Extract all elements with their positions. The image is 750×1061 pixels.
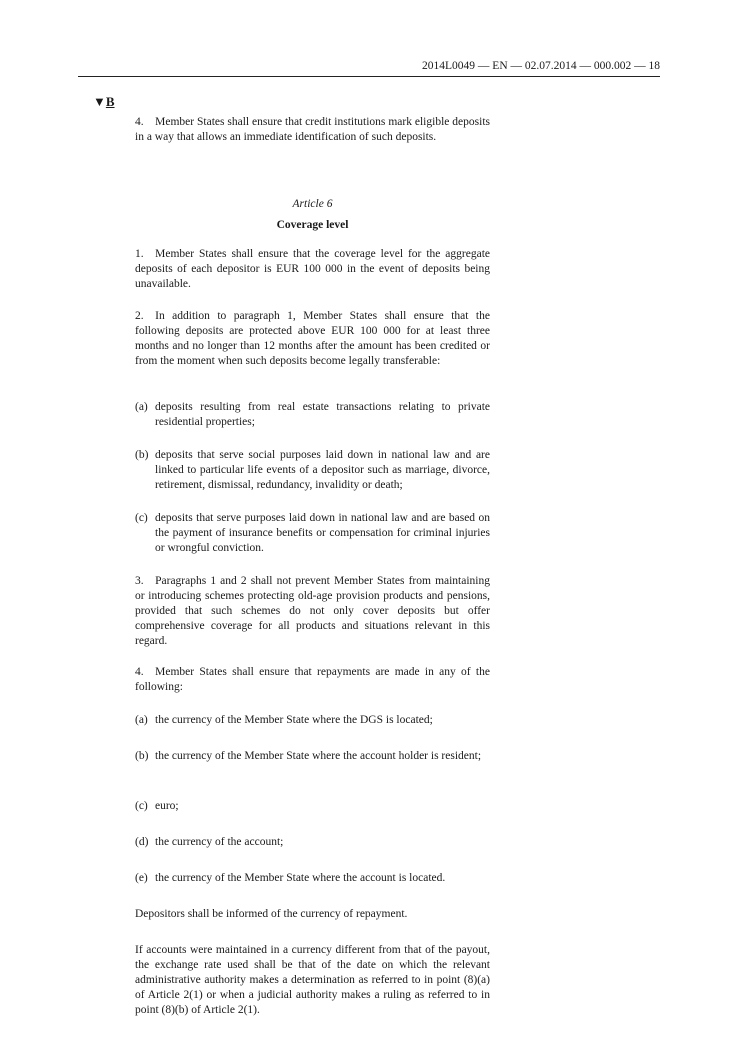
list-item bbox=[135, 448, 490, 493]
list-item-text: the currency of the Member State where the DGS is located; bbox=[155, 714, 433, 726]
marker-label: B bbox=[105, 94, 115, 109]
repayment-currency-notice: Depositors shall be informed of the currency of repayment. bbox=[135, 908, 408, 920]
list-item-text: euro; bbox=[155, 800, 179, 812]
list-item bbox=[135, 511, 490, 556]
list-item-text: the currency of the Member State where the account is located. bbox=[155, 872, 446, 884]
paragraph-4: 4. Member States shall ensure that repayments are made in any of the following: bbox=[135, 666, 490, 693]
list-item-label: (c) bbox=[135, 800, 148, 812]
list-item-text: deposits that serve social purposes laid down in national law and are linked to particular life events of a depositor such as marriage, divorce, retirement, dismissal, redundancy, invalidity or death; bbox=[155, 449, 490, 491]
list-item-text: deposits that serve purposes laid down in national law and are based on the payment of insurance benefits or compensation for criminal injuries or wrongful conviction. bbox=[155, 512, 490, 554]
reference-text: 2014L0049 — EN — 02.07.2014 — 000.002 — 18 bbox=[422, 60, 660, 72]
list-item-label: (a) bbox=[135, 401, 148, 413]
paragraph-3: 3. Paragraphs 1 and 2 shall not prevent Member States from maintaining or introducing schemes protecting old-age provision products and pensions, provided that such schemes do not only cover deposits but offer comprehensive coverage for all products and situations relevant in this regard. bbox=[135, 575, 490, 647]
list-item bbox=[135, 799, 490, 814]
list-item-label: (c) bbox=[135, 512, 148, 524]
list-item-label: (d) bbox=[135, 836, 149, 848]
list-item bbox=[135, 400, 490, 430]
list-item bbox=[135, 835, 490, 850]
amendment-marker bbox=[93, 94, 115, 110]
list-item bbox=[135, 871, 490, 886]
document-reference-header bbox=[78, 60, 660, 77]
list-item-text: the currency of the Member State where the account holder is resident; bbox=[155, 750, 482, 762]
list-item-label: (b) bbox=[135, 449, 149, 461]
triangle-down-icon: ▼ bbox=[93, 94, 106, 109]
list-item-text: the currency of the account; bbox=[155, 836, 284, 848]
article5-paragraph-4: 4. Member States shall ensure that credit institutions mark eligible deposits in a way that allows an immediate identification of such deposits. bbox=[135, 116, 490, 143]
exchange-rate-paragraph: If accounts were maintained in a currency different from that of the payout, the exchange rate used shall be that of the date on which the relevant administrative authority makes a determination as referred to in point (8)(a) of Article 2(1) or when a judicial authority makes a ruling as referred to in point (8)(b) of Article 2(1). bbox=[135, 944, 490, 1016]
paragraph-2: 2. In addition to paragraph 1, Member States shall ensure that the following deposits are protected above EUR 100 000 for at least three months and no longer than 12 months after the amount has been credited or from the moment when such deposits become legally transferable: bbox=[135, 310, 490, 367]
article-title: Coverage level bbox=[276, 219, 349, 231]
list-item-label: (a) bbox=[135, 714, 148, 726]
list-item-label: (e) bbox=[135, 872, 148, 884]
list-item-text: deposits resulting from real estate transactions relating to private residential properties; bbox=[155, 401, 490, 428]
paragraph-1: 1. Member States shall ensure that the coverage level for the aggregate deposits of each depositor is EUR 100 000 in the event of deposits being unavailable. bbox=[135, 248, 490, 290]
list-item bbox=[135, 713, 490, 728]
article-number: Article 6 bbox=[292, 198, 333, 210]
list-item-label: (b) bbox=[135, 750, 149, 762]
list-item bbox=[135, 749, 490, 764]
